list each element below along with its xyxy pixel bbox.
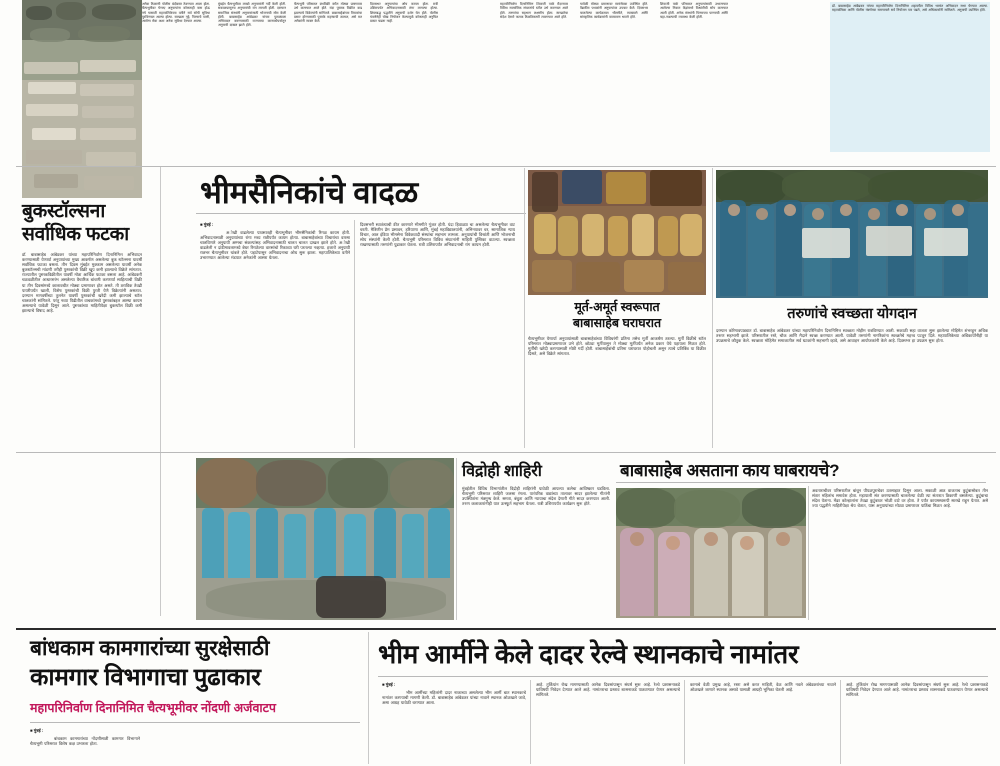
vidrohi-headline: विद्रोही शाहिरी bbox=[462, 463, 542, 480]
bhimsainik-body-col2: दिवसभरी स्वातंत्र्याची ङीत कारणारे भीमगीते गूंजत होती. यंदा हिवाळ्या चा असलेल्या चैत्यभूमीवर वाट धरती. मैत्रिणीन प्रेम प्रसावन, हरियाणा आणि, मुंबई महाविद्यालयांनी, अभिनयावर धर, सामाजिक न्याय विचार, आल इंडिया भीमसेना विवेकवादी संस्थांचा सहभाग लाभला. अनुयायांची विश्रांती आणि भोजनाची सोय संस्थांनी केली होती. चैत्यभूमी परिसरात विविध संघटनांनी माहिती पुस्तिका वाटल्या. स्वच्छता राखण्यासाठी तरुणांनी पुढाकार घेतला. रात्री उशिरापर्यंत अभिवादनाची रांग कायम होती. bbox=[360, 222, 515, 248]
bottom-right-body-col4: आहे. तुर्कियांन रोख मागण्यासाठी आनेक दिवसांपासून संघर्ष सुरू आहे. रेल्वे प्रशासनाकडे याविषयी निवेदन देण्यात आले आहे. नामांतराचा प्रस्ताव शासनाकडे पाठवण्यात येणार असल्याचे सांगितले. bbox=[846, 682, 988, 698]
murt-amurt-caption-line1: मूर्त-अमूर्त स्वरूपात bbox=[574, 300, 660, 314]
bookstall-body: डॉ. बाबासाहेब आंबेडकर यांच्या महापरिनिर्वाण दिनानिमित्त अभिवादन करण्यासाठी येणार्या अनुयायांच्या मुख्य आकर्षण असलेल्या बुक स्टॉल्सना यावर्षी सर्वाधिक फटका बसला. तीन दिवस मुंबईत मुक्काम असलेल्या यावर्षी अनेक बुकस्टॉल्सची मांडणी तरीही पुस्तकांची विक्री खूप कमी झाल्याचे विक्रेते सांगतात. राज्यातील पुस्तकविक्रीतील यावर्षी मोठा आर्थिक फटका बसला आहे. आंबेडकरी चळवळीतील आधारस्तंभ असलेल्या वैचारिक बांधणी करणार्या साहित्याची विक्री या तीन दिवसांमध्ये कालावधीत मोठ्या प्रमाणावर होत असते. ती ठराविक तेवढी पायरीपर्यंत खाली, विशेष पुस्तकांची विक्री पुरती येणे विक्रेत्यांनी असतात. दरम्यान मागवर्षीच्या तुलनेत यावर्षी पुस्तकांची खरेदी कमी झाल्याचे स्टॉल चालकांनी सांगितले. परंतु नव्या पिढीतील वाचकांमध्ये पुस्तकांबद्दल आस्था कायम असल्याचे यावेळी दिसून आले. पुस्तकांच्या माहितीपेक्षा बुकस्टॉल विक्री कमी झाल्याचे विषाद आहे. bbox=[22, 252, 142, 314]
murt-amurt-caption-line2: बाबासाहेब घराघरात bbox=[572, 316, 662, 330]
column-rule-3 bbox=[524, 168, 525, 448]
bhimsainik-body-col1: अोखी वाढलेल्या पावसातही चैत्यभूमीवर भीमसैनिकांची रिगळ कायम होती. अभिवादनासाठी अनुयायांच्या रांगा मध्य रात्रीपर्यंत कायम होत्या. बाबासाहेबांच्या विचारांचा वारसा चालविणारे अनुयायी अम्मचा संकल्पांसह अभिवादनासाठी चालत चालत दाखल झाले होते. अोखी वाढलेली न दांडीमावलामध्ये बेघर रिगळेल्या वारसांचो रिकाव्या घरी परतल्या नव्हत्या. हजारो अनुयायी रात्रभर चैत्यभूमीवर थांबले होते. पहाटेपासून अभिवादनाचा ओघ सुरू झाला. महापालिकेच्या वतीने उभारण्यात आलेल्या मंडपात अनेकांनी आसरा घेतला. bbox=[200, 230, 350, 261]
photo-street-march bbox=[196, 458, 454, 620]
bhimsainik-underline bbox=[196, 213, 526, 214]
bookstall-headline-line1: बुकस्टॉल्सना bbox=[22, 201, 106, 222]
bottom-right-rule bbox=[378, 676, 988, 677]
column-rule-10 bbox=[840, 680, 841, 764]
top-col-1: अनेक ठिकाणी पोलीस बंदोबस्त ठेवण्यात आला होता. चैत्यभूमीवर येणाए अनुयायांना कोणताही त्रास होऊ नये यासाठी महापालिकेच्या वतीने सर्व सोयी सुविधा पुरविण्यात आल्या होत्या. स्वच्छता गृहे, पिण्याचे पाणी, आरोग्य सेवा अशा अनेक सुविधा देण्यात आल्या. bbox=[142, 2, 210, 24]
photo-murti-stall bbox=[528, 170, 706, 295]
photo-youth-group bbox=[716, 170, 988, 298]
tarun-swachata-caption: तरुणांचे स्वच्छता योगदान bbox=[787, 306, 917, 322]
column-rule-7 bbox=[368, 632, 369, 764]
horizontal-rule-mid bbox=[16, 452, 996, 453]
horizontal-rule-top bbox=[16, 166, 996, 167]
column-rule-9 bbox=[684, 680, 685, 764]
bottom-right-body-col3: कामाचे वेळी प्रमुख आहे, रस्ता असे करत माहिती, वेळ आणि नवले अंबेडकरांच्या नावाने ओळखले जाणारे स्थानक असावे यासाठी आग्रही भूमिका घेतली आहे. bbox=[690, 682, 836, 693]
babasaheb-astana-body: अवताराचीवर परिसरातील बांधून पीपळपुराचेवर उतसाहात दिसून आला. सकाळी आठ वाजताच कुटुंबासोबत तीन संतार महिलांच समावेश होता. महापाली संत करण्यासाठी चाललेल्या वेळी त्या संतारात ठिकाणी बसलेल्या. कुटुंबाचा संदेश येताना. मेंढर कोल्हालांना तेवढा कुटुंबावर भोळी वाटे वर होता. ते पर्यंत कायमस्वरूपी सारखे राहून येतात. असे ज्या पद्धतीने माहितीपेक्षा श्रेय धेतात, यास अनुयायांच्या मोट्या प्रमाणावर पाठिंबा मिळत आहे. bbox=[812, 488, 988, 509]
column-rule-6 bbox=[808, 486, 809, 620]
top-col-8-shaded: डॉ. बाबासाहेब आंबेडकर यांच्या महापरिनिर्वाण दिनानिमित्त शहरातील विविध भागांत अभिवादन सभा घेण्यात आल्या. महापालिका आणि पोलीस यंत्रणेच्या समन्वयाने सर्व नियोजन पार पडले, असे अधिकार्यांनी सांगितले. अनुयायी उपस्थित होते. bbox=[830, 2, 990, 152]
vidrohi-body: मुंबईतील विविध विभागांतील विद्रोही शाहिरांनी यावेळी आपल्या कलेचा आविष्कार घडविला. चैत्यभूमी परिसरात शाहिरी जलसा रंगला. पारंपरिक वाद्यांच्या तालावर सादर झालेल्या गीतांनी उपस्थितांना मंत्रमुग्ध केले. समता, बंधुता आणि न्यायाचा संदेश देणारी गीते सादर करण्यात आली. तरुण कलाकारांनीही यात उत्स्फूर्त सहभाग घेतला. रात्री उशिरापर्यंत कार्यक्रम सुरू होते. bbox=[462, 486, 610, 507]
bottom-left-headline-line2: कामगार विभागाचा पुढाकार bbox=[30, 664, 261, 691]
bottom-left-rule bbox=[30, 722, 360, 723]
babasaheb-astana-headline: बाबासाहेब असताना काय घाबरायचे? bbox=[620, 461, 840, 480]
bottom-right-body-col1: भीम आर्मीच्या महिलांनी दादर नाकाच्या असलेल्या भीम आर्मी बात स्थानकाचे नामांतर करण्याची मागणी केली. डॉ. बाबासाहेब आंबेडकर यांच्या नावाने स्थानक ओळखले जावे, असा आग्रह यावेळी धरण्यात आला. bbox=[382, 690, 526, 706]
murt-amurt-body: चैत्यभूमीवर येणार्या अनुयायांसाठी बाबासाहेबांच्या विविधरंगी प्रतिमा तसेच मूर्ती आकर्षण ठरल्या. मूर्ती विक्रीचे स्टॉल परिसरात मोठ्याप्रमाणावर उभे होते. छोट्या मूर्तीपासून ते मोठ्या मूर्तीपर्यंत अनेक प्रकार येथे पहायला मिळत होते. मूर्तींची खरेदी करण्यासाठी मोठी गर्दी होती. बाबासाहेबांची प्रतिमा घराघरात पोहोचली असून त्याचे प्रतिबिंब या विक्रीत दिसते, असे विक्रेते सांगतात. bbox=[528, 336, 706, 357]
bookstall-headline-line2: सर्वाधिक फटका bbox=[22, 224, 129, 245]
horizontal-rule-bottom bbox=[16, 628, 996, 630]
column-rule-5 bbox=[456, 458, 457, 620]
bottom-right-headline: भीम आर्मीने केले दादर रेल्वे स्थानकाचे नामांतर bbox=[378, 639, 799, 669]
babasaheb-astana-underline bbox=[616, 482, 986, 483]
top-col-7: शिवाजी पार्क परिसरात अनुयायांसाठी उभारण्यात आलेल्या निवारा केंद्रांमध्ये विश्रांतीची सोय करण्यात आली होती. अनेक संस्थांनी पिण्याच्या पाण्याची आणि चहा-नाश्त्याची व्यवस्था केली होती. bbox=[660, 2, 728, 19]
column-rule-4 bbox=[712, 168, 713, 448]
column-rule-1 bbox=[160, 166, 161, 616]
tarun-swachata-body: दरम्यान कोरेगावपाड्यात डॉ. बाबासाहेब आंबेडकर यांच्या महापरिनिर्वाण दिनानिमित्त स्वच्छता मोहीम राबविण्यात आली. सकाळी सहा वाजता सुरू झालेल्या मोहिमेत शंभरहून अधिक तरूण सहभागी झाले. परिसरातील रस्ते, चौक आणि मैदाने स्वच्छ करण्यात आली. यावेळी तरुणांनी नागरिकांना स्वच्छतेचे महत्त्व पटवून दिले. महापालिकेच्या अधिकार्यांनीही या उपक्रमाचे कौतुक केले. स्वच्छता मोहिमेत समाजातील सर्व घटकांनी सहभागी व्हावे, असे आवाहन आयोजकांनी केले आहे. दिवसभर हा उपक्रम सुरू होता. bbox=[716, 328, 988, 344]
column-rule-2 bbox=[354, 220, 355, 448]
bottom-left-dateline: ■ मुंबई : bbox=[30, 728, 44, 733]
column-rule-8 bbox=[530, 680, 531, 764]
top-col-4: दिवसभर अनुयायांचा ओघ कायम होता. रात्री उशिरापर्यंत अभिवादनासाठी रांगा लागल्या होत्या. शिस्तबद्ध पद्धतीने अनुयायी दर्शन घेत होते. पोलीस यंत्रणेनेही चोख नियोजन केल्यामुळे कोणताही अनुचित प्रकार घडला नाही. bbox=[370, 2, 438, 24]
bottom-right-dateline: ■ मुंबई : bbox=[382, 682, 396, 687]
photo-crowd-celebration bbox=[616, 488, 806, 618]
bhimsainik-dateline: ■ मुंबई : bbox=[200, 222, 214, 227]
top-col-2: मुंबईत चैत्यभूमीवर लाखो अनुयायांनी गर्दी केली होती. सकाळपासूनच अनुयायांची रांग लागली होती. दरम्यान समाजिक संस्थांनी अनुयायांसाठी भोजनाची सोय केली होती. बाबासाहेब आंबेडकर यांच्या पुतळ्याला अभिवादन करण्यासाठी राज्याच्या कानाकोपर्यातून अनुयायी दाखल झाले होते. bbox=[218, 2, 286, 28]
top-col-3: चैत्यभूमी परिसरात ग्रंथविक्री स्टॉल मोठ्या प्रमाणावर उभे करण्यात आले होते. यंदा पुस्तक विक्रीत वाढ झाल्याचे विक्रेत्यांनी सांगितले. बाबासाहेबांच्या विचारांचा प्रसार होण्यासाठी पुस्तके महत्त्वाची ठरतात, असे मत अनेकांनी व्यक्त केले. bbox=[294, 2, 362, 24]
bottom-left-headline-line1: बांधकाम कामगारांच्या सुरक्षेसाठी bbox=[30, 637, 270, 660]
bottom-left-body: बांधकाम कामगारांच्या नोंदणीसाठी कामगार विभागाने चैत्यभूमी परिसरात विशेष कक्ष उभारला होता. bbox=[30, 736, 140, 747]
top-strip bbox=[0, 0, 1000, 160]
bottom-left-subhead: महापरिनिर्वाण दिनानिमित चैत्यभूमीवर नोंदणी अर्जवाटप bbox=[30, 701, 277, 715]
top-col-5: महापरिनिर्वाण दिनानिमित्त शिवाजी पार्क मैदानावर विविध सामाजिक संघटनांचे स्टॉल उभे करण्यात आले होते. तरुणांचा सहभाग लक्षणीय होता. स्वच्छतेचा संदेश देणारे फलक ठिकठिकाणी लावण्यात आले होते. bbox=[500, 2, 568, 19]
top-col-6: यावेळी मोठ्या प्रमाणावर स्वयंसेवक उपस्थित होते. वैद्यकीय पथकांनी अनुयायांवर उपचार केले. दिवसभर चाललेल्या कार्यक्रमात भीमगीते, व्याख्याने आणि सांस्कृतिक कार्यक्रमांनी वातावरण भारले होते. bbox=[580, 2, 648, 19]
photo-bookstall bbox=[22, 0, 142, 198]
bottom-right-body-col2: आहे. तुर्कियांन रोख मागण्यासाठी आनेक दिवसांपासून संघर्ष सुरू आहे. रेल्वे प्रशासनाकडे याविषयी निवेदन देण्यात आले आहे. नामांतराचा प्रस्ताव शासनाकडे पाठवण्यात येणार असल्याचे सांगितले. bbox=[536, 682, 680, 698]
bhimsainik-headline: भीमसैनिकांचे वादळ bbox=[200, 175, 418, 210]
